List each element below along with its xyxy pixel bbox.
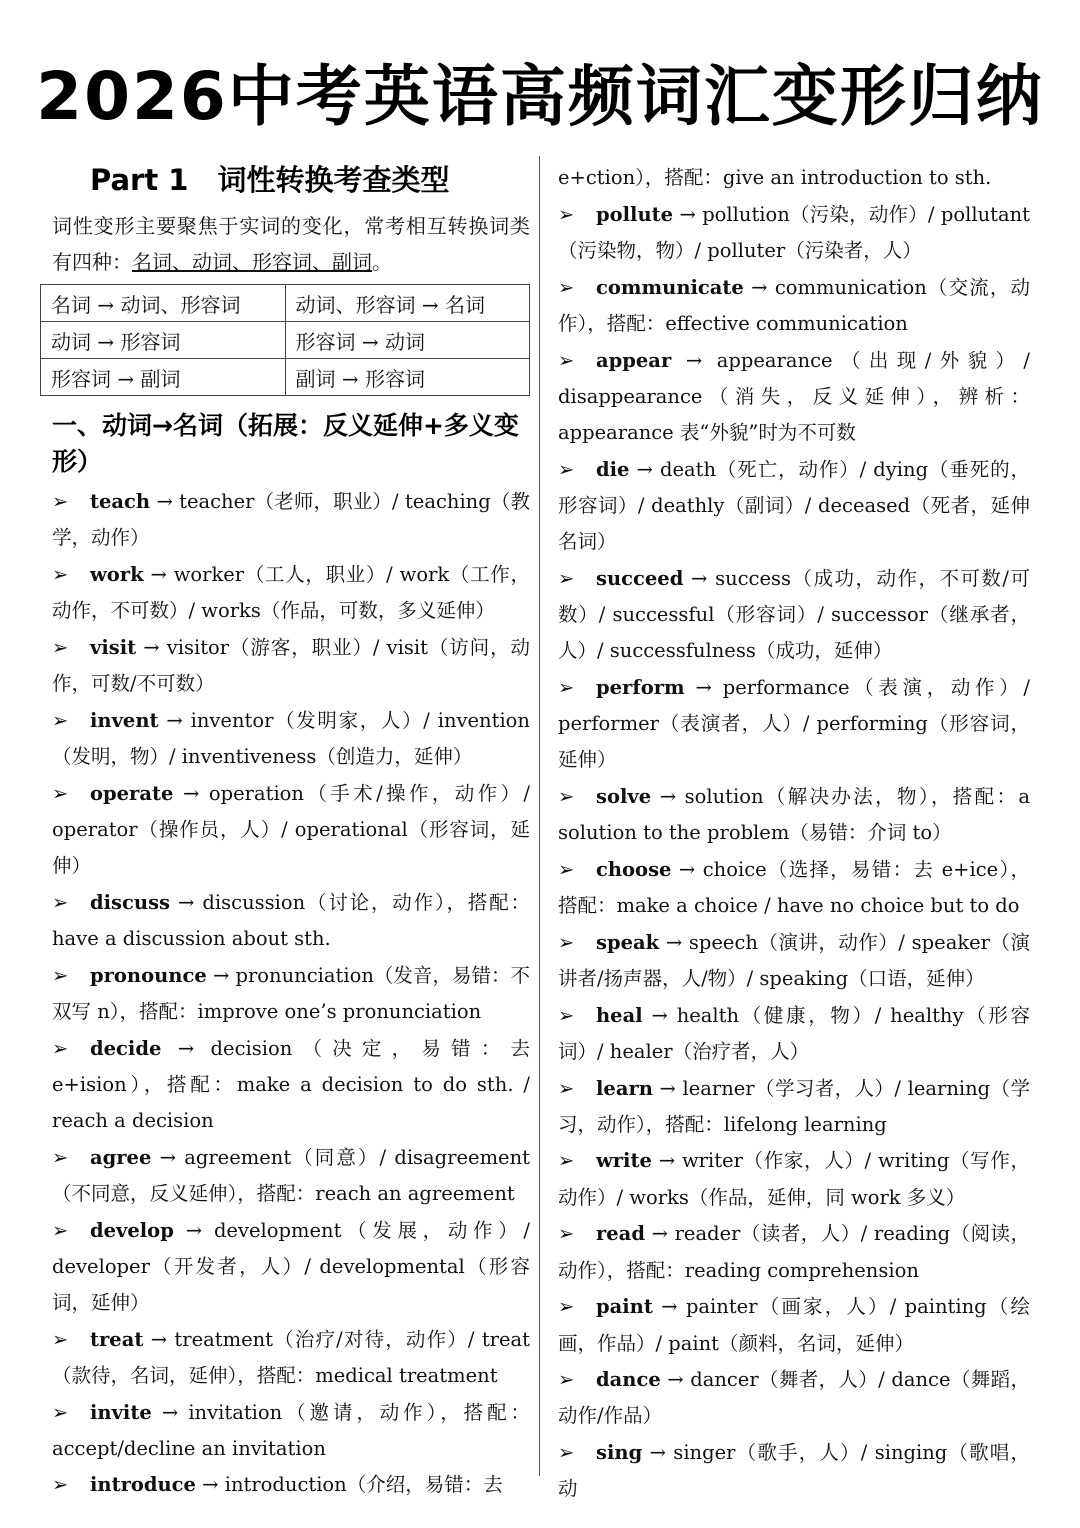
word-entry — [558, 270, 1030, 342]
entry-text: → reader（读者，人）/ reading（阅读，动作），搭配：reading comprehension — [558, 1222, 1030, 1282]
continuation-text: e+ction），搭配：give an introduction to sth. — [558, 166, 992, 189]
entry-text: → development（发展，动作）/ developer（开发者，人）/ developmental（形容词，延伸） — [52, 1218, 530, 1314]
entry-text: → treatment（治疗/对待，动作）/ treat（款待，名词，延伸），搭配：medical treatment — [52, 1327, 530, 1387]
headword: communicate — [596, 275, 744, 299]
word-entry — [558, 197, 1030, 269]
entry-text: → health（健康，物）/ healthy（形容词）/ healer（治疗者，人） — [558, 1003, 1030, 1063]
entry-text: → painter（画家，人）/ painting（绘画，作品）/ paint（颜料，名词，延伸） — [558, 1295, 1030, 1355]
entry-text: → visitor（游客，职业）/ visit（访问，动作，可数/不可数） — [52, 635, 530, 696]
headword: perform — [596, 675, 685, 699]
arrowhead-bullet-icon: ➢ — [558, 1003, 575, 1027]
arrowhead-bullet-icon: ➢ — [558, 566, 575, 590]
table-cell: 名词 → 动词、形容词 — [41, 285, 286, 322]
word-entry — [52, 1322, 530, 1394]
word-entry — [52, 703, 530, 775]
entry-text: → teacher（老师，职业）/ teaching（教学，动作） — [52, 490, 530, 550]
arrowhead-bullet-icon: ➢ — [558, 1222, 575, 1246]
arrowhead-bullet-icon: ➢ — [558, 1149, 575, 1173]
arrowhead-bullet-icon: ➢ — [558, 348, 575, 372]
entry-text: → learner（学习者，人）/ learning（学习，动作），搭配：lifelong learning — [558, 1076, 1030, 1136]
entry-text: → solution（解决办法，物），搭配：a solution to the problem（易错：介词 to） — [558, 784, 1030, 845]
section-heading: 一、动词→名词（拓展：反义延伸+多义变形） — [52, 411, 519, 476]
arrowhead-bullet-icon: ➢ — [558, 1295, 575, 1319]
intro-end: 。 — [372, 250, 392, 274]
entry-text: → singer（歌手，人）/ singing（歌唱，动 — [558, 1441, 1030, 1501]
left-entry-list — [52, 484, 530, 1504]
word-entry — [558, 343, 1030, 452]
headword: sing — [596, 1441, 643, 1465]
entry-text: → operation（手术/操作，动作）/ operator（操作员，人）/ operational（形容词，延伸） — [52, 781, 530, 878]
word-entry — [558, 1071, 1030, 1143]
headword: paint — [596, 1295, 653, 1319]
word-entry — [52, 776, 530, 885]
entry-text: → agreement（同意）/ disagreement（不同意，反义延伸），搭配：reach an agreement — [52, 1145, 530, 1205]
arrowhead-bullet-icon: ➢ — [558, 1441, 575, 1465]
arrowhead-bullet-icon: ➢ — [52, 1327, 69, 1351]
word-entry — [52, 1140, 530, 1212]
word-entry — [52, 557, 530, 629]
entry-text: → performance（表演，动作）/ performer（表演者，人）/ performing（形容词，延伸） — [558, 675, 1030, 772]
headword: work — [90, 562, 144, 586]
word-entry — [558, 561, 1030, 670]
entry-text: → speech（演讲，动作）/ speaker（演讲者/扬声器，人/物）/ speaking（口语，延伸） — [558, 930, 1030, 990]
headword: learn — [596, 1076, 653, 1100]
arrowhead-bullet-icon: ➢ — [52, 781, 69, 805]
headword: pollute — [596, 202, 674, 226]
entry-text: → inventor（发明家，人）/ invention（发明，物）/ inventiveness（创造力，延伸） — [52, 708, 530, 768]
entry-text: → introduction（介绍，易错：去 — [195, 1473, 503, 1497]
table-cell: 动词、形容词 → 名词 — [285, 285, 530, 322]
arrowhead-bullet-icon: ➢ — [52, 890, 69, 914]
arrowhead-bullet-icon: ➢ — [558, 675, 575, 699]
arrowhead-bullet-icon: ➢ — [558, 1368, 575, 1392]
intro-paragraph — [52, 208, 530, 280]
headword: appear — [596, 348, 672, 372]
headword: die — [596, 457, 630, 481]
headword: decide — [90, 1036, 162, 1060]
word-entry — [52, 885, 530, 957]
word-entry — [52, 958, 530, 1030]
word-entry — [558, 1289, 1030, 1361]
page-title: 2026中考英语高频词汇变形归纳 — [36, 58, 1044, 135]
intro-underlined: 名词、动词、形容词、副词 — [132, 250, 372, 274]
arrowhead-bullet-icon: ➢ — [558, 1076, 575, 1100]
headword: read — [596, 1222, 645, 1246]
headword: treat — [90, 1327, 144, 1351]
entry-text: → worker（工人，职业）/ work（工作，动作，不可数）/ works（作品，可数，多义延伸） — [52, 562, 530, 623]
table-cell: 形容词 → 副词 — [41, 359, 286, 396]
word-entry — [52, 1467, 530, 1503]
headword: write — [596, 1149, 652, 1173]
arrowhead-bullet-icon: ➢ — [558, 857, 575, 881]
table-cell: 副词 → 形容词 — [285, 359, 530, 396]
headword: operate — [90, 781, 174, 805]
arrowhead-bullet-icon: ➢ — [558, 275, 575, 299]
word-entry — [52, 1213, 530, 1322]
arrowhead-bullet-icon: ➢ — [558, 457, 575, 481]
arrowhead-bullet-icon: ➢ — [52, 635, 69, 659]
left-column — [52, 160, 530, 1504]
intro-text: 词性变形主要聚焦于实词的变化，常考相互转换词类有四种： — [52, 214, 530, 274]
word-entry — [52, 1395, 530, 1467]
word-entry — [558, 1143, 1030, 1215]
headword: teach — [90, 490, 151, 513]
entry-text: → discussion（讨论，动作），搭配：have a discussion about sth. — [52, 890, 530, 950]
arrowhead-bullet-icon: ➢ — [52, 1400, 69, 1424]
arrowhead-bullet-icon: ➢ — [558, 784, 575, 808]
entry-text: → success（成功，动作，不可数/可数）/ successful（形容词）/ successor（继承者，人）/ successfulness（成功，延伸） — [558, 566, 1030, 663]
headword: heal — [596, 1003, 643, 1027]
entry-text: → pollution（污染，动作）/ pollutant（污染物，物）/ polluter（污染者，人） — [558, 202, 1030, 262]
word-entry — [52, 630, 530, 702]
arrowhead-bullet-icon: ➢ — [52, 1473, 69, 1497]
arrowhead-bullet-icon: ➢ — [52, 1036, 69, 1060]
entry-text: → appearance（出现/外貌）/ disappearance（消失，反义延伸），辨析：appearance 表“外貌”时为不可数 — [558, 348, 1030, 444]
arrowhead-bullet-icon: ➢ — [52, 490, 69, 513]
headword: introduce — [90, 1473, 196, 1497]
arrowhead-bullet-icon: ➢ — [52, 708, 69, 732]
arrowhead-bullet-icon: ➢ — [52, 1145, 69, 1169]
headword: agree — [90, 1145, 152, 1169]
word-entry — [52, 1031, 530, 1140]
arrowhead-bullet-icon: ➢ — [558, 930, 575, 954]
right-entry-list — [558, 197, 1030, 1508]
headword: discuss — [90, 890, 171, 914]
word-entry — [558, 779, 1030, 851]
word-entry — [558, 1216, 1030, 1288]
headword: visit — [90, 635, 137, 659]
headword: succeed — [596, 566, 684, 590]
table-cell: 动词 → 形容词 — [41, 322, 286, 359]
word-entry — [52, 484, 530, 556]
right-column — [558, 160, 1030, 1508]
word-entry — [558, 1362, 1030, 1434]
table-row — [41, 322, 530, 359]
headword: develop — [90, 1218, 174, 1242]
headword: invite — [90, 1400, 152, 1424]
arrowhead-bullet-icon: ➢ — [52, 963, 69, 987]
word-entry — [558, 998, 1030, 1070]
entry-text: → communication（交流，动作），搭配：effective communication — [558, 275, 1030, 335]
entry-text: → death（死亡，动作）/ dying（垂死的，形容词）/ deathly（副词）/ deceased（死者，延伸名词） — [558, 457, 1030, 554]
word-entry — [558, 670, 1030, 779]
word-entry — [558, 452, 1030, 561]
entry-text: → decision（决定，易错：去 e+ision），搭配：make a decision to do sth. / reach a decision — [52, 1036, 530, 1132]
table-cell: 形容词 → 动词 — [285, 322, 530, 359]
conversion-table — [40, 284, 530, 396]
headword: dance — [596, 1368, 661, 1392]
part-heading: Part 1 词性转换考查类型 — [90, 163, 450, 197]
arrowhead-bullet-icon: ➢ — [52, 1218, 69, 1242]
headword: speak — [596, 930, 660, 954]
table-row — [41, 359, 530, 396]
entry-text: → invitation（邀请，动作），搭配：accept/decline an invitation — [52, 1400, 530, 1460]
headword: pronounce — [90, 963, 207, 987]
arrowhead-bullet-icon: ➢ — [52, 562, 69, 586]
entry-text: → choice（选择，易错：去 e+ice），搭配：make a choice / have no choice but to do — [558, 857, 1030, 918]
arrowhead-bullet-icon: ➢ — [558, 202, 575, 226]
word-entry — [558, 925, 1030, 997]
table-row — [41, 285, 530, 322]
headword: solve — [596, 784, 652, 808]
entry-text: → writer（作家，人）/ writing（写作，动作）/ works（作品，延伸，同 work 多义） — [558, 1149, 1030, 1209]
headword: invent — [90, 708, 159, 732]
column-divider — [539, 156, 540, 1476]
headword: choose — [596, 857, 672, 881]
word-entry — [558, 1435, 1030, 1507]
word-entry — [558, 852, 1030, 924]
entry-text: → dancer（舞者，人）/ dance（舞蹈，动作/作品） — [558, 1368, 1030, 1428]
entry-text: → pronunciation（发音，易错：不双写 n），搭配：improve one’s pronunciation — [52, 963, 530, 1023]
